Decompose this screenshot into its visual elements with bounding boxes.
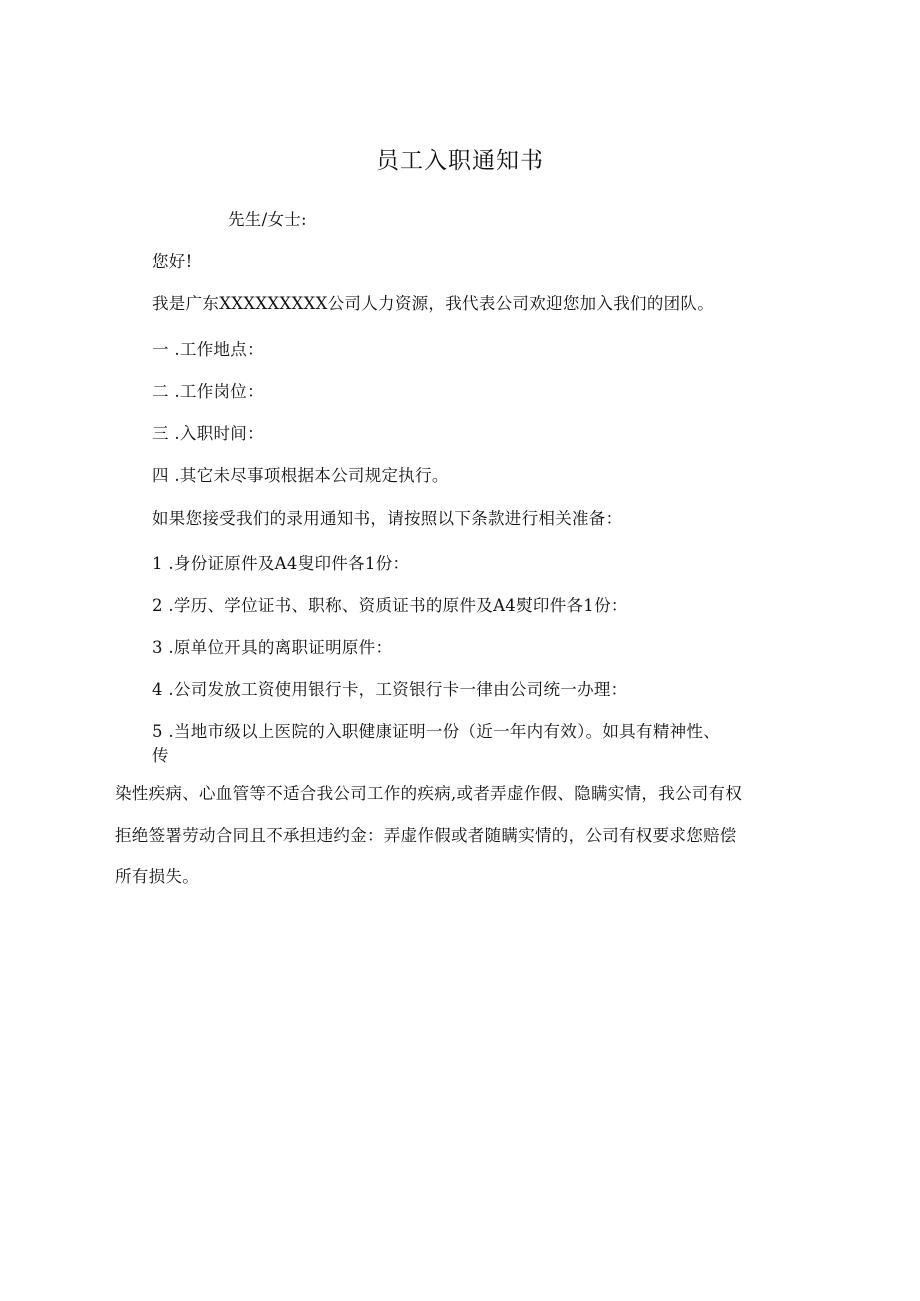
preparation-intro: 如果您接受我们的录用通知书，请按照以下条款进行相关准备： [152, 509, 623, 528]
prep-item-resignation-proof: 3 .原单位开具的离职证明原件： [152, 638, 393, 657]
prep-item-id-card: 1 .身份证原件及A4叟印件各1份： [152, 554, 410, 573]
intro-paragraph: 我是广东XXXXXXXXX公司人力资源，我代表公司欢迎您加入我们的团队。 [152, 294, 715, 313]
item-work-position: 二 .工作岗位： [152, 382, 264, 401]
wrapped-fragment: 传 [152, 746, 169, 765]
salutation: 先生/女士: [228, 210, 307, 229]
greeting: 您好! [152, 252, 193, 271]
continuation-line-3: 所有损失。 [115, 867, 199, 886]
item-other-matters: 四 .其它未尽事项根据本公司规定执行。 [152, 466, 449, 485]
continuation-line-1: 染性疾病、心血管等不适合我公司工作的疾病,或者弄虚作假、隐瞒实情，我公司有权 [115, 784, 743, 803]
document-title: 员工入职通知书 [376, 148, 544, 174]
item-start-date: 三 .入职时间： [152, 424, 264, 443]
item-work-location: 一 .工作地点： [152, 340, 264, 359]
prep-item-health-certificate: 5 .当地市级以上医院的入职健康证明一份（近一年内有效）。如具有精神性、 [152, 722, 721, 741]
prep-item-bank-card: 4 .公司发放工资使用银行卡，工资银行卡一律由公司统一办理： [152, 680, 628, 699]
continuation-line-2: 拒绝签署劳动合同且不承担违约金：弄虚作假或者随瞒实情的，公司有权要求您赔偿 [115, 826, 737, 845]
prep-item-certificates: 2 .学历、学位证书、职称、资质证书的原件及A4熨印件各1份： [152, 596, 628, 615]
